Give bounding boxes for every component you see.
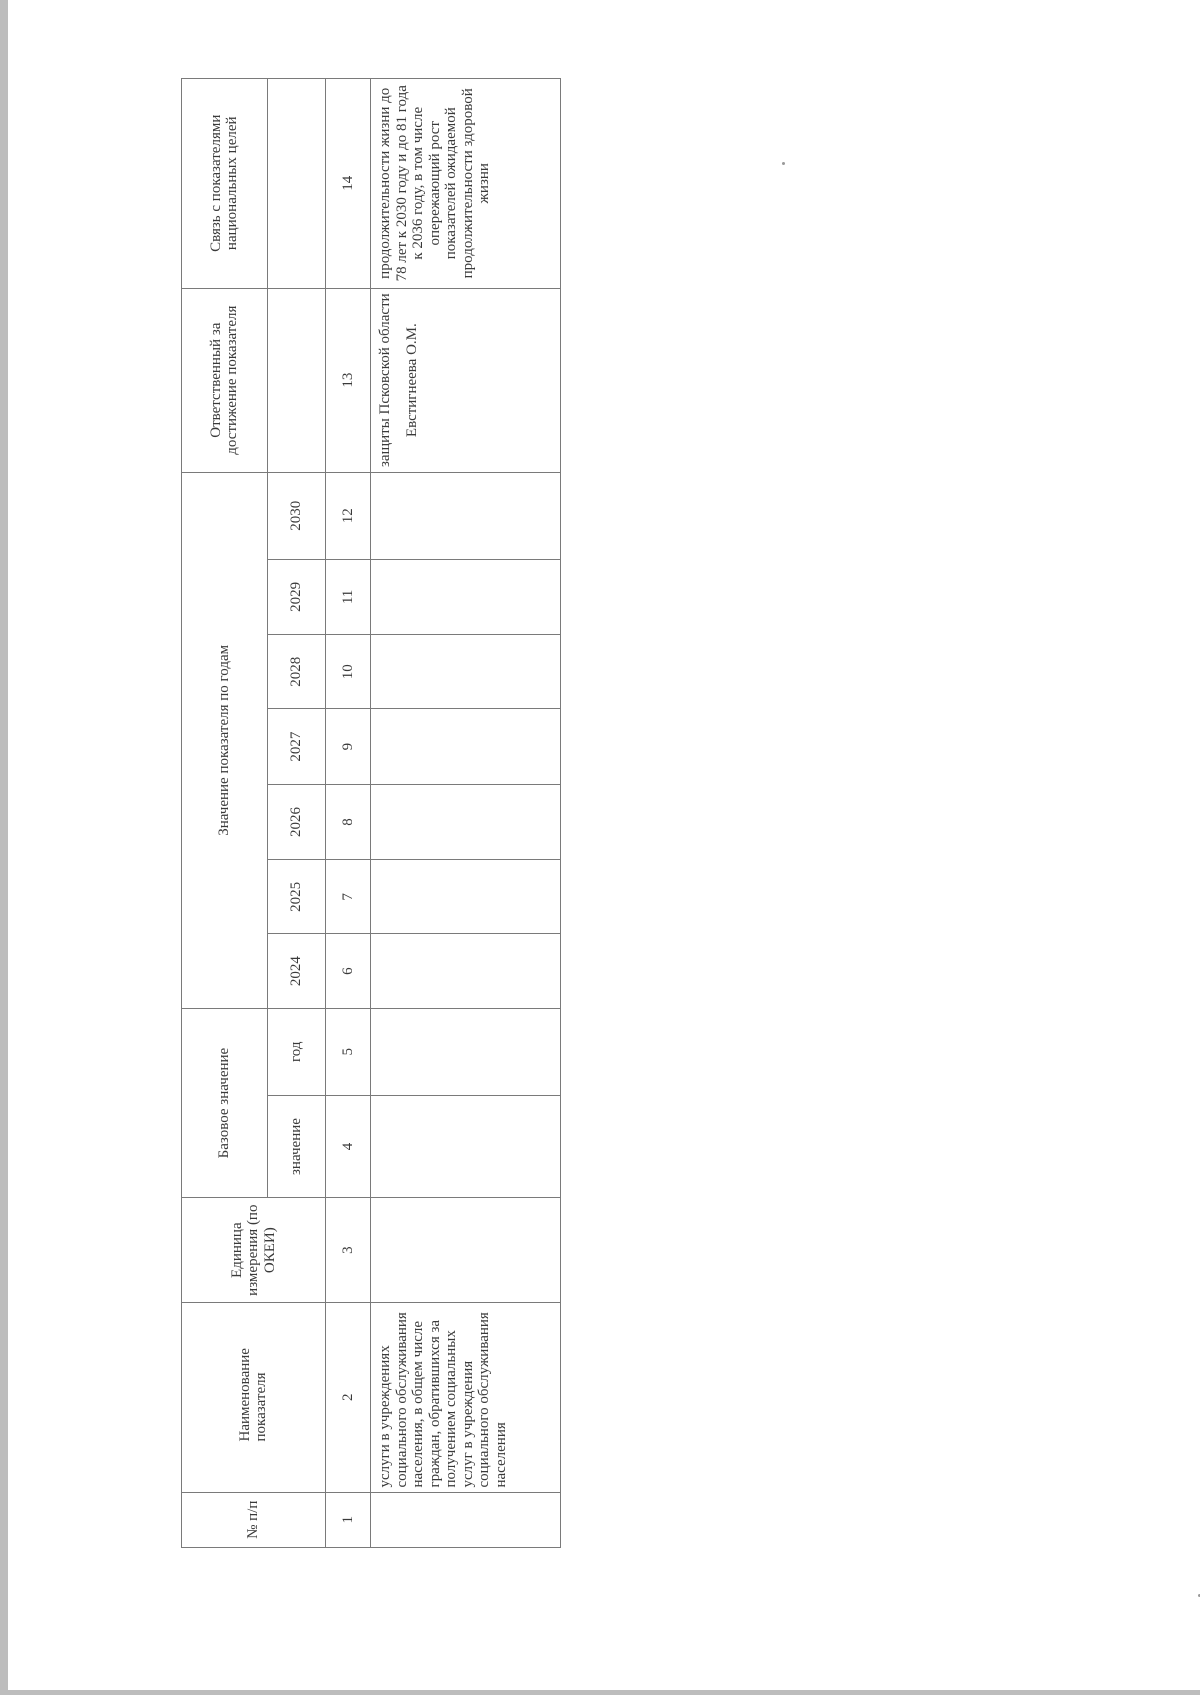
scan-speck [782, 162, 785, 165]
header-row-1 [182, 79, 268, 1548]
header-name: Наименование показателя [182, 1303, 326, 1493]
column-number: 9 [325, 709, 371, 784]
year-value-cell [371, 860, 561, 934]
header-year: 2026 [267, 784, 325, 859]
header-base: Базовое значение [182, 1008, 268, 1198]
header-year: 2024 [267, 934, 325, 1008]
year-value-cell [371, 709, 561, 784]
indicator-table [181, 78, 561, 1548]
header-year: 2029 [267, 559, 325, 634]
indicator-table-container [181, 78, 561, 1548]
column-number: 12 [325, 472, 371, 559]
column-number: 11 [325, 559, 371, 634]
header-base-value: значение [267, 1095, 325, 1198]
column-number: 5 [325, 1008, 371, 1095]
responsible-cell [371, 288, 561, 472]
year-value-cell [371, 559, 561, 634]
column-number: 1 [325, 1492, 371, 1547]
header-year: 2027 [267, 709, 325, 784]
header-values-by-year: Значение показателя по годам [182, 472, 268, 1008]
responsible-person: Евстигнеева О.М. [403, 323, 420, 438]
header-empty-cell [267, 79, 325, 289]
header-num: № п/п [182, 1492, 326, 1547]
header-unit: Единица измерения (по ОКЕИ) [182, 1198, 326, 1303]
base-year-cell [371, 1008, 561, 1095]
column-number: 8 [325, 784, 371, 859]
column-number: 2 [325, 1303, 371, 1493]
column-number: 3 [325, 1198, 371, 1303]
column-number: 6 [325, 934, 371, 1008]
national-goal-link-cell: продолжительности жизни до 78 лет к 2030 году и до 81 года к 2036 году, в том числе опережающий рост показателей ожидаемой продолжительности здоровой жизни [371, 79, 561, 289]
header-link: Связь с показателями национальных целей [182, 79, 268, 289]
base-value-cell [371, 1095, 561, 1198]
responsible-org: защиты Псковской области [377, 293, 394, 467]
column-number: 7 [325, 860, 371, 934]
column-number: 14 [325, 79, 371, 289]
column-number: 4 [325, 1095, 371, 1198]
unit-cell [371, 1198, 561, 1303]
year-value-cell [371, 635, 561, 709]
header-year: 2028 [267, 635, 325, 709]
header-empty-cell [267, 288, 325, 472]
year-value-cell [371, 784, 561, 859]
year-value-cell [371, 934, 561, 1008]
header-responsible: Ответственный за достижение показателя [182, 288, 268, 472]
column-number: 10 [325, 635, 371, 709]
table-row [371, 79, 561, 1548]
year-value-cell [371, 472, 561, 559]
header-year: 2025 [267, 860, 325, 934]
indicator-name: услуги в учреждениях социального обслуживания населения, в общем числе граждан, обратившихся за получением социальных услуг в учреждения социального обслуживания населения [371, 1303, 561, 1493]
header-year: 2030 [267, 472, 325, 559]
column-number-row [325, 79, 371, 1548]
column-number: 13 [325, 288, 371, 472]
document-page [8, 0, 1200, 1690]
header-base-year: год [267, 1008, 325, 1095]
row-num [371, 1492, 561, 1547]
